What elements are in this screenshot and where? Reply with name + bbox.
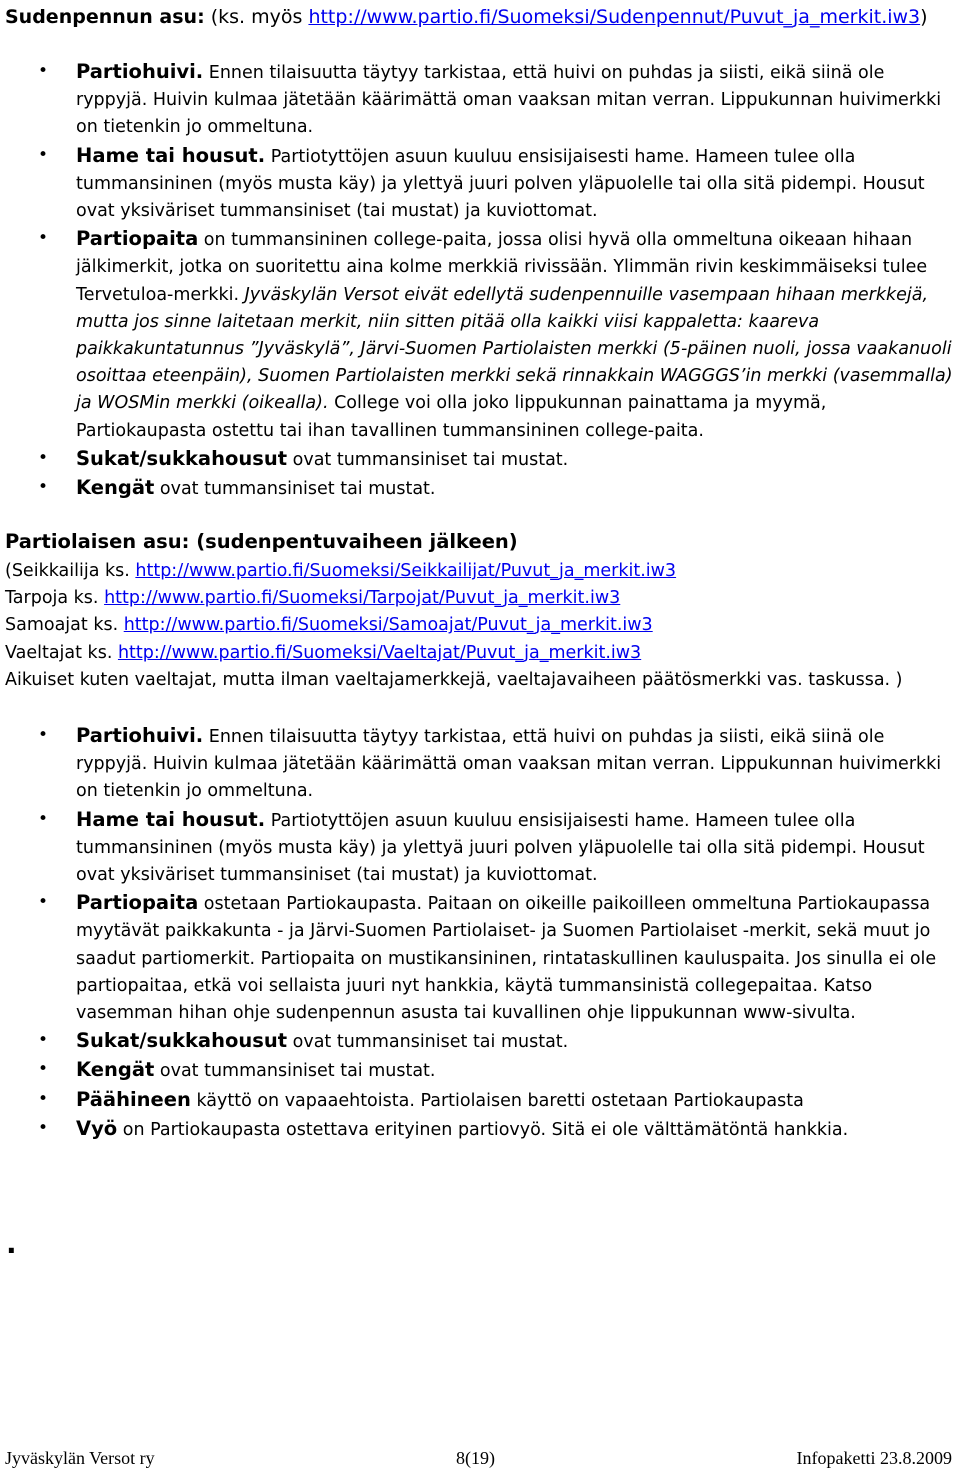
item-title: Kengät (76, 476, 155, 500)
list-item (0, 225, 960, 445)
heading-paren-open: (ks. myös (204, 6, 309, 28)
tarpojat-link[interactable]: http://www.partio.fi/Suomeksi/Tarpojat/Puvut_ja_merkit.iw3 (104, 588, 621, 609)
item-text: Partiotyttöjen asuun kuuluu ensisijaisesti hame. Hameen tulee olla tummansininen (myös musta käy) ja ylettyä juuri polven yläpuolelle tai olla sitä pidempi. Housut ovat yksiväriset tummansiniset (tai mustat) ja kuviottomat. (76, 146, 925, 222)
item-title: Hame tai housut. (76, 143, 266, 167)
item-title: Partiopaita (76, 891, 199, 915)
item-title: Vyö (76, 1116, 118, 1140)
item-title: Partiohuivi. (76, 724, 204, 747)
link-row (5, 585, 903, 612)
list-item (0, 142, 960, 226)
link-prefix: Tarpoja ks. (5, 588, 105, 609)
item-text: ovat tummansiniset tai mustat. (154, 479, 436, 500)
heading-paren-close: ) (920, 6, 928, 28)
link-row (5, 612, 903, 639)
list-item (0, 1086, 960, 1115)
item-text: Partiotyttöjen asuun kuuluu ensisijaisesti hame. Hameen tulee olla tummansininen (myös musta käy) ja ylettyä juuri polven yläpuolelle tai olla sitä pidempi. Housut ovat yksiväriset tummansiniset (tai mustat) ja kuviottomat. (76, 810, 925, 886)
list-item (0, 1027, 960, 1056)
item-text-tail: College voi olla joko lippukunnan painattama ja myymä, Partiokaupasta ostettu tai ihan tavallinen tummansininen college-paita. (76, 393, 827, 441)
heading-label: Sudenpennun asu: (5, 6, 205, 28)
item-text: Ennen tilaisuutta täytyy tarkistaa, että huivi on puhdas ja siisti, eikä siinä ole ryppyjä. Huivin kulmaa jätetään käärimättä oman vaaksan mitan verran. Lippukunnan huivimerkki on tietenkin jo ommeltuna. (76, 727, 942, 802)
section-heading-scout-uniform: Partiolaisen asu: (sudenpentuvaiheen jälkeen) (5, 530, 518, 553)
item-text: on tummansininen college-paita, jossa olisi hyvä olla ommeltuna oikeaan hihaan jälkimerkit, jotka on suoritettu aina kolme merkkiä rivissään. Ylimmän rivin keskimmäiseksi tulee Tervetuloa-merkki. (76, 230, 928, 305)
scout-uniform-list (0, 722, 960, 1144)
item-title: Kengät (76, 1058, 155, 1082)
item-text: ovat tummansiniset tai mustat. (287, 449, 569, 470)
page-footer (0, 1448, 960, 1474)
item-text: ostetaan Partiokaupasta. Paitaan on oikeille paikoilleen ommeltuna Partiokaupassa myytävät paikkakunta - ja Järvi-Suomen Partiolaiset- ja Suomen Partiolaiset -merkit, sekä muut jo saadut partiomerkit. Partiopaita on mustikansininen, rintataskullinen kauluspaita. Jos sinulla ei ole partiopaitaa, etkä voi sellaista juuri nyt hankkia, käytä tummansinistä collegepaitaa. Katso vasemman hihan ohje sudenpennun asusta tai kuvallinen ohje lippukunnan www-sivulta. (76, 894, 937, 1024)
age-group-links (5, 558, 903, 694)
link-prefix: (Seikkailija ks. (5, 561, 136, 581)
list-item (0, 1115, 960, 1144)
item-title: Päähineen (76, 1087, 191, 1111)
item-text: käyttö on vapaaehtoista. Partiolaisen baretti ostetaan Partiokaupasta (190, 1090, 804, 1111)
list-item (0, 474, 960, 503)
list-item (0, 806, 960, 890)
list-item (0, 722, 960, 806)
item-title: Partiohuivi. (76, 60, 204, 83)
item-text: on Partiokaupasta ostettava erityinen partiovyö. Sitä ei ole välttämätöntä hankkia. (117, 1119, 849, 1140)
samoajat-link[interactable]: http://www.partio.fi/Suomeksi/Samoajat/Puvut_ja_merkit.iw3 (123, 615, 653, 636)
list-item (0, 58, 960, 142)
footer-doc-title: Infopaketti 23.8.2009 (796, 1448, 952, 1468)
link-row (5, 558, 903, 585)
list-item (0, 445, 960, 474)
list-item (0, 889, 960, 1027)
seikkailijat-link[interactable]: http://www.partio.fi/Suomeksi/Seikkailijat/Puvut_ja_merkit.iw3 (135, 561, 677, 581)
item-title: Sukat/sukkahousut (76, 1029, 288, 1053)
cub-uniform-list (0, 58, 960, 503)
stray-dot: . (6, 1227, 17, 1260)
adults-note: Aikuiset kuten vaeltajat, mutta ilman vaeltajamerkkejä, vaeltajavaiheen päätösmerkki vas. taskussa. ) (5, 669, 903, 690)
item-title: Partiopaita (76, 227, 199, 251)
footer-page-number: 8(19) (456, 1448, 495, 1468)
item-italic-note: Jyväskylän Versot eivät edellytä sudenpennuille vasempaan hihaan merkkejä, mutta jos sinne laitetaan merkit, niin sitten pitää olla kaikki viisi kappaletta: kaareva paikkakuntatunnus ”Jyväskylä”, Järvi-Suomen Partiolaisten merkki (5-päinen nuoli, jossa vaakanuoli osoittaa eteenpäin), Suomen Partiolaisten merkki sekä rinnakkain WAGGGS’in merkki (vasemmalla) ja WOSMin merkki (oikealla). (76, 284, 953, 414)
item-text: ovat tummansiniset tai mustat. (287, 1032, 569, 1053)
link-row (5, 640, 903, 667)
item-text: ovat tummansiniset tai mustat. (154, 1061, 436, 1082)
cub-uniform-link[interactable]: http://www.partio.fi/Suomeksi/Sudenpennut/Puvut_ja_merkit.iw3 (308, 6, 921, 28)
item-title: Hame tai housut. (76, 807, 266, 831)
footer-organization: Jyväskylän Versot ry (5, 1448, 155, 1468)
list-item (0, 1056, 960, 1085)
vaeltajat-link[interactable]: http://www.partio.fi/Suomeksi/Vaeltajat/Puvut_ja_merkit.iw3 (117, 642, 642, 663)
item-text: Ennen tilaisuutta täytyy tarkistaa, että huivi on puhdas ja siisti, eikä siinä ole ryppyjä. Huivin kulmaa jätetään käärimättä oman vaaksan mitan verran. Lippukunnan huivimerkki on tietenkin jo ommeltuna. (76, 63, 942, 138)
section-heading-cub-uniform (5, 6, 928, 28)
link-prefix: Samoajat ks. (5, 615, 124, 636)
link-prefix: Vaeltajat ks. (5, 642, 118, 663)
item-title: Sukat/sukkahousut (76, 446, 288, 470)
